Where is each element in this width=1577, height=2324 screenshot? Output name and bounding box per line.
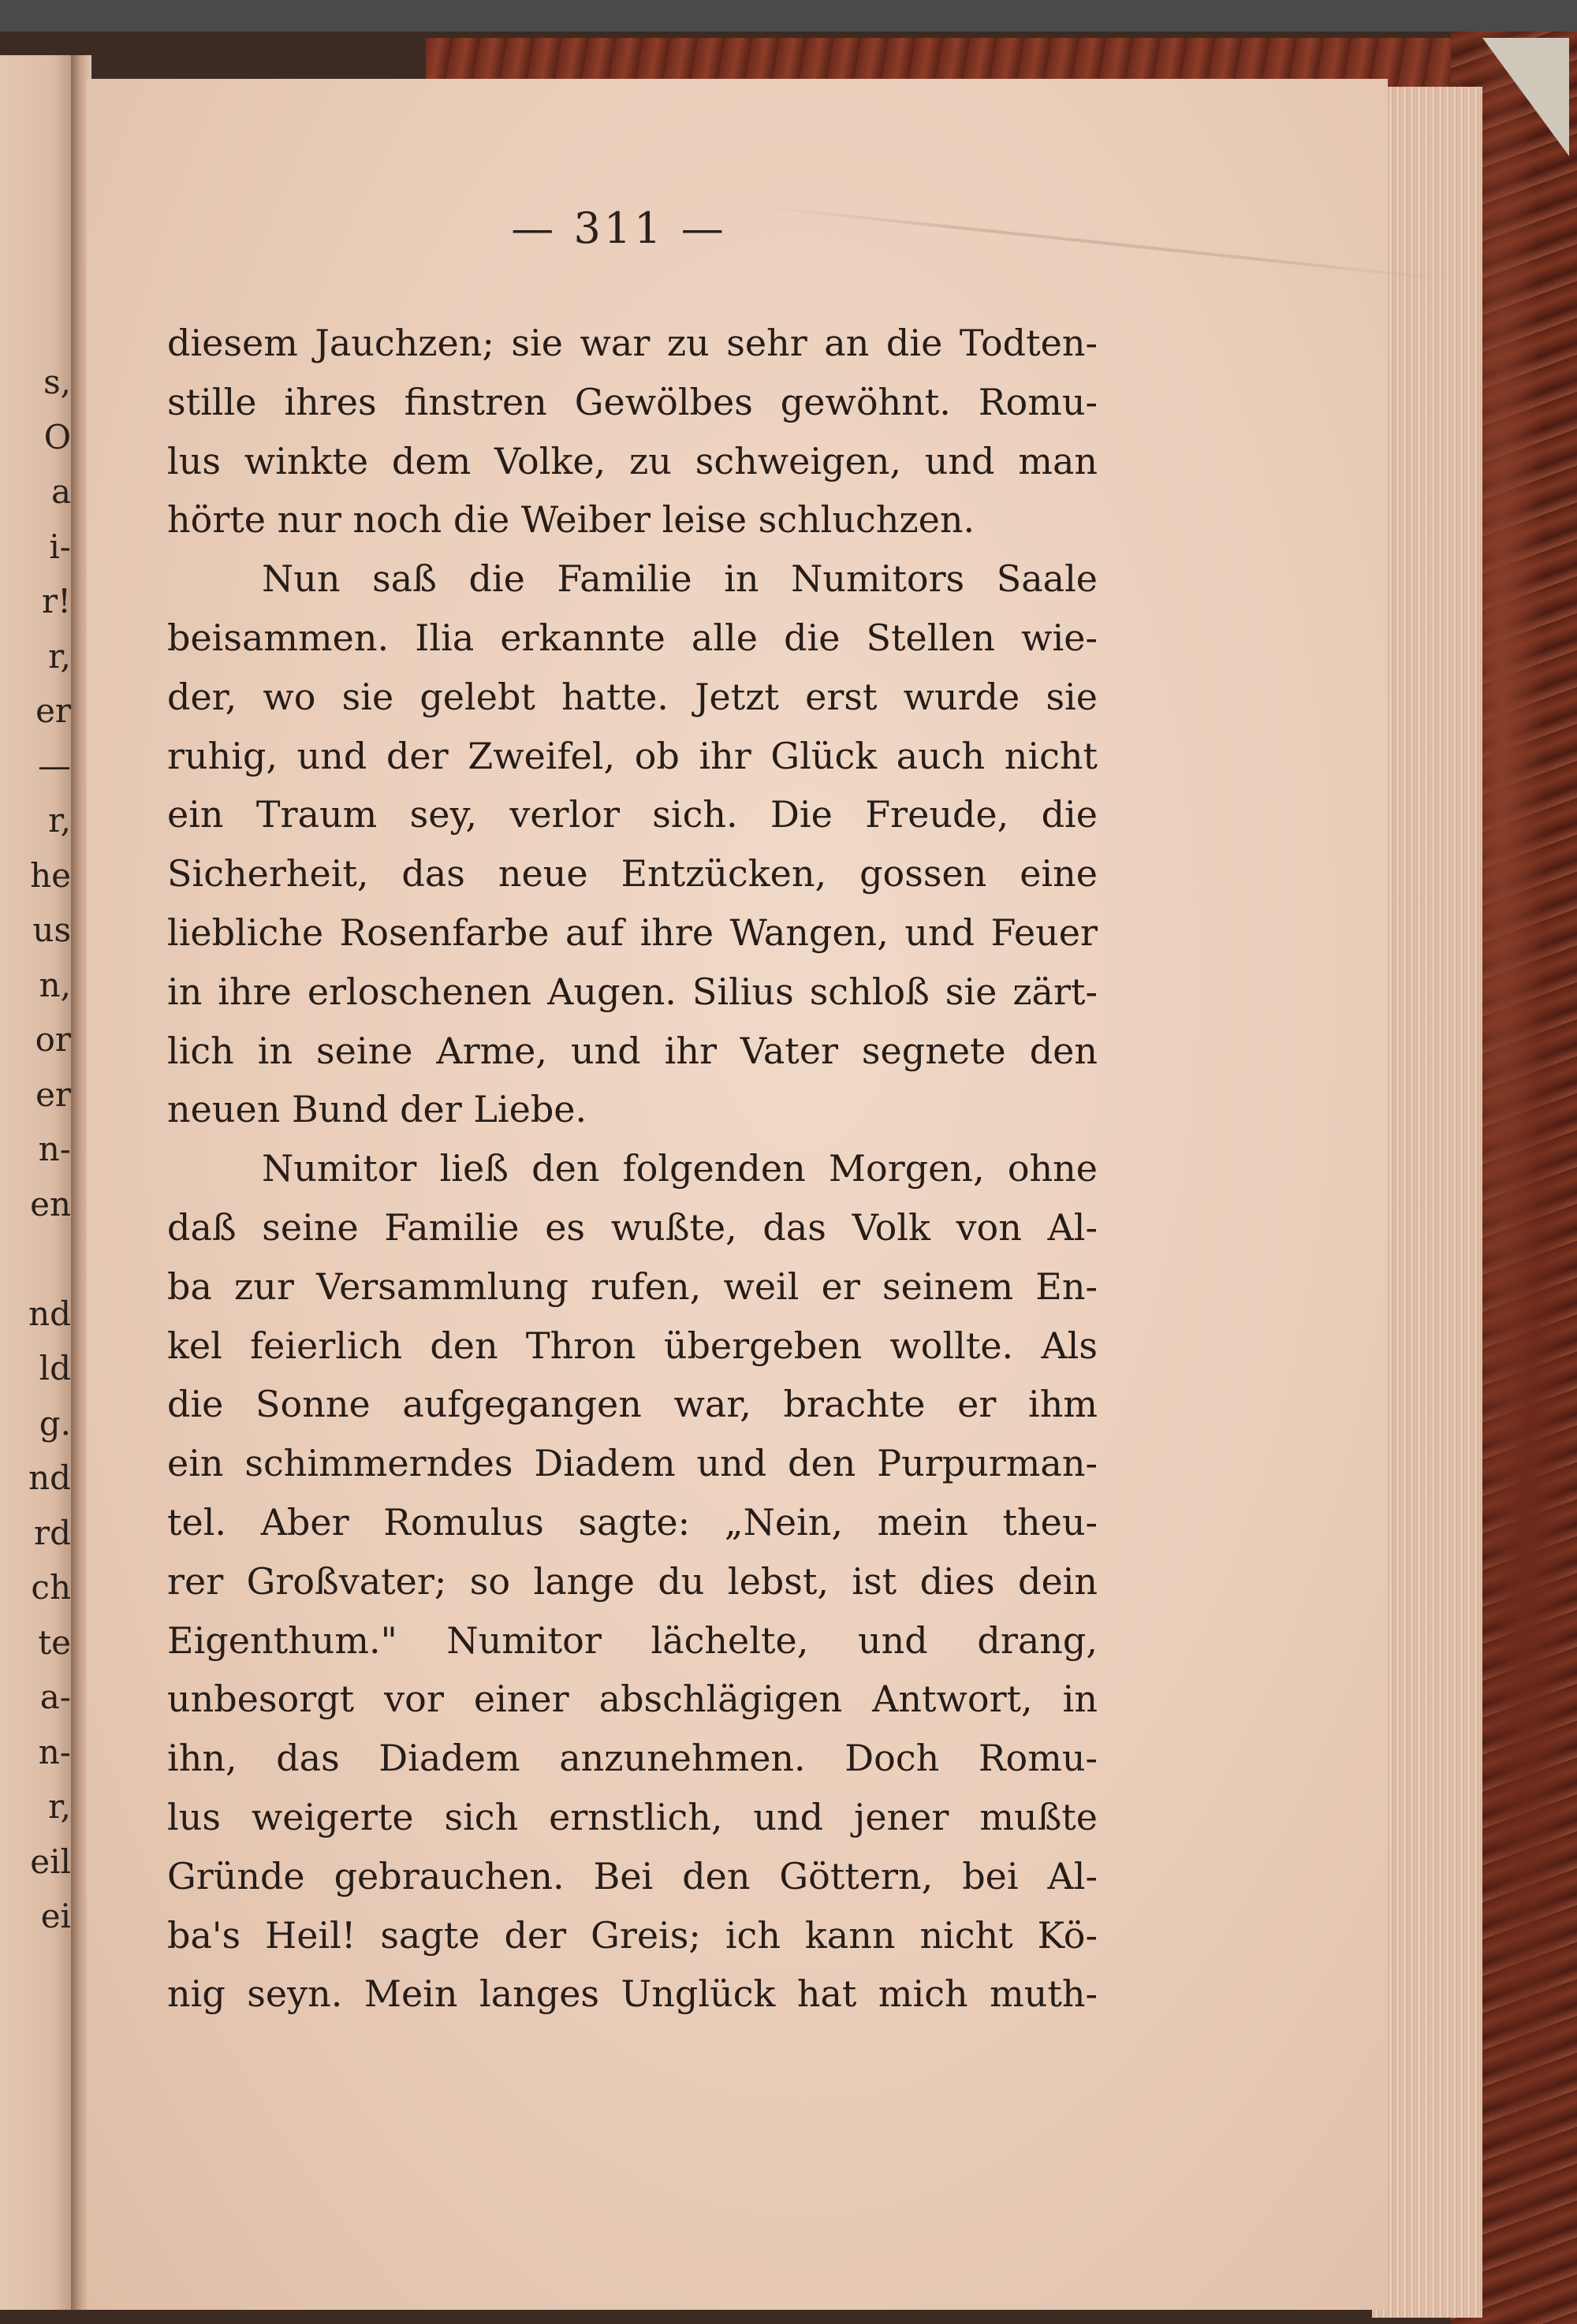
left-page-fragment: r, — [48, 1787, 71, 1826]
text-line: beisammen. Ilia erkannte alle die Stellen wie- — [167, 616, 1098, 659]
left-page-fragment: nd — [28, 1294, 71, 1333]
left-page-fragment: s, — [43, 363, 71, 401]
text-line: neuen Bund der Liebe. — [167, 1088, 587, 1131]
left-page-fragment: r, — [48, 636, 71, 676]
text-line: rer Großvater; so lange du lebst, ist dies dein — [167, 1559, 1098, 1603]
page-crease — [757, 205, 1463, 282]
left-page-fragment: i- — [49, 527, 71, 566]
left-page-fragment: te — [38, 1622, 71, 1662]
left-page-fragment: ch — [31, 1568, 71, 1607]
text-line: ein Traum sey, verlor sich. Die Freude, die — [167, 793, 1098, 836]
text-line: tel. Aber Romulus sagte: „Nein, mein theu- — [167, 1500, 1098, 1544]
left-page-fragment: or — [35, 1020, 71, 1059]
text-line: die Sonne aufgegangen war, brachte er ihm — [167, 1383, 1098, 1426]
text-line: der, wo sie gelebt hatte. Jetzt erst wurde sie — [167, 675, 1098, 718]
left-page-fragment: ld — [39, 1349, 71, 1387]
text-line: ein schimmerndes Diadem und den Purpurman- — [167, 1442, 1098, 1485]
left-page-fragment: — — [38, 746, 71, 785]
text-line: lich in seine Arme, und ihr Vater segnete den — [167, 1029, 1098, 1072]
left-page-fragment: a — [50, 472, 71, 511]
left-page-fragment: n- — [38, 1130, 71, 1168]
text-line: hörte nur noch die Weiber leise schluchzen. — [167, 498, 975, 542]
text-line: Sicherheit, das neue Entzücken, gossen eine — [167, 852, 1098, 896]
left-page-fragment: O — [43, 417, 71, 456]
left-page-fragment: er — [35, 691, 71, 730]
text-block — [167, 314, 1098, 2024]
left-page-fragment: a- — [39, 1678, 71, 1716]
left-page-fragment: n, — [39, 965, 71, 1004]
left-page-fragment: ei — [40, 1897, 71, 1935]
text-line: stille ihres finstren Gewölbes gewöhnt. Romu- — [167, 380, 1098, 423]
left-page-fragment: r! — [42, 582, 71, 620]
text-line: unbesorgt vor einer abschlägigen Antwort, in — [167, 1678, 1098, 1721]
left-page-fragment: eil — [30, 1842, 71, 1881]
left-page-fragment — [0, 1231, 74, 1287]
left-page-fragment: g. — [39, 1403, 71, 1443]
text-line: ba's Heil! sagte der Greis; ich kann nicht Kö- — [167, 1913, 1098, 1957]
text-line: nig seyn. Mein langes Unglück hat mich muth- — [167, 1972, 1098, 2016]
page-edges — [1372, 87, 1482, 2318]
text-line: diesem Jauchzen; sie war zu sehr an die Todten- — [167, 322, 1098, 364]
left-page-fragment: us — [32, 911, 71, 949]
text-line: Eigenthum." Numitor lächelte, und drang, — [167, 1618, 1098, 1662]
text-line: Nun saß die Familie in Numitors Saale — [262, 557, 1098, 601]
left-page-fragment: er — [35, 1074, 71, 1114]
page-number: — 311 — — [511, 203, 727, 253]
text-line: liebliche Rosenfarbe auf ihre Wangen, und Feuer — [167, 911, 1098, 954]
text-line: ba zur Versammlung rufen, weil er seinem En- — [167, 1264, 1098, 1308]
text-line: ruhig, und der Zweifel, ob ihr Glück auch nicht — [167, 734, 1098, 777]
text-line: kel feierlich den Thron übergeben wollte. Als — [167, 1324, 1098, 1367]
text-line: Numitor ließ den folgenden Morgen, ohne — [262, 1147, 1098, 1190]
left-page-fragment: nd — [28, 1458, 71, 1497]
left-page-text — [0, 355, 74, 1944]
left-page-fragment: n- — [38, 1732, 71, 1771]
text-line: Gründe gebrauchen. Bei den Göttern, bei Al- — [167, 1854, 1098, 1898]
text-line: ihn, das Diadem anzunehmen. Doch Romu- — [167, 1737, 1098, 1780]
text-line: in ihre erloschenen Augen. Silius schloß sie zärt- — [167, 970, 1098, 1013]
text-line: lus weigerte sich ernstlich, und jener mußte — [167, 1795, 1098, 1838]
left-page — [0, 55, 76, 2310]
text-line: lus winkte dem Volke, zu schweigen, und man — [167, 439, 1098, 482]
text-line: daß seine Familie es wußte, das Volk von Al- — [167, 1205, 1098, 1249]
left-page-fragment: he — [30, 855, 71, 895]
left-page-fragment: r, — [48, 801, 71, 840]
left-page-fragment: rd — [34, 1513, 71, 1552]
left-page-fragment: en — [30, 1184, 71, 1223]
